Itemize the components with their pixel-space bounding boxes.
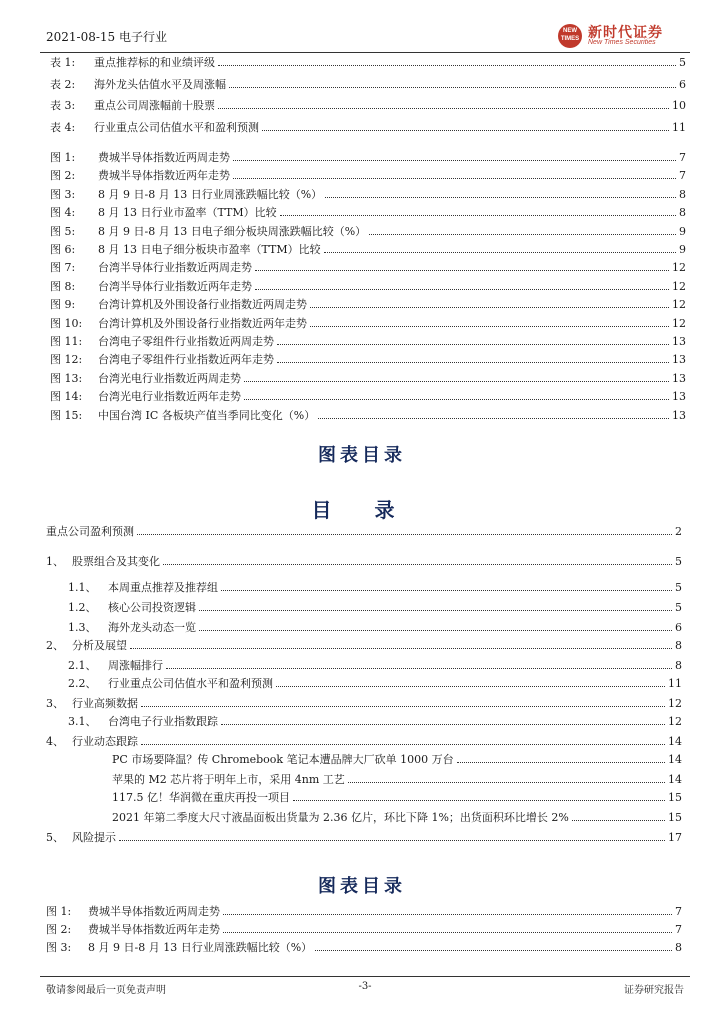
dot-leader — [223, 904, 672, 915]
dot-leader — [277, 352, 669, 363]
figure-toc-entry[interactable] — [50, 260, 686, 275]
table-entry-number: 表 1: — [50, 56, 76, 69]
section-toc-entry[interactable] — [46, 734, 682, 749]
section-entry-number: 4、 — [46, 735, 64, 748]
table-entry-number: 表 3: — [50, 99, 76, 112]
section-toc-entry[interactable] — [112, 772, 682, 787]
chart-toc-heading-1: 图表目录 — [318, 445, 406, 466]
figure-entry-page-number: 8 — [679, 187, 686, 201]
dot-leader — [130, 638, 672, 649]
figure-toc-entry[interactable] — [50, 352, 686, 367]
dot-leader — [141, 696, 665, 707]
figure-toc-entry[interactable] — [50, 242, 686, 257]
section-entry-title: 行业动态跟踪 — [72, 735, 138, 748]
footer-report-type: 证券研究报告 — [624, 985, 684, 996]
section-entry-number: 3.1、 — [68, 715, 97, 728]
section-entry-page-number: 17 — [668, 831, 682, 844]
section-entry-title: 核心公司投资逻辑 — [108, 601, 196, 614]
section-toc-entry[interactable] — [46, 638, 682, 653]
dot-leader — [262, 120, 669, 131]
dot-leader — [223, 922, 672, 933]
logo-mark-icon: NEW TIMES — [558, 24, 582, 48]
section-entry-number: 2.2、 — [68, 677, 97, 690]
section-toc-entry[interactable] — [112, 790, 682, 805]
dot-leader — [119, 830, 665, 841]
dot-leader — [369, 224, 676, 235]
figure-entry-number: 图 1: — [50, 151, 76, 164]
company-logo — [558, 22, 690, 50]
figure-toc-entry[interactable] — [46, 940, 682, 955]
section-entry-title: 行业高频数据 — [72, 697, 138, 710]
figure-entry-number: 图 13: — [50, 371, 83, 385]
section-toc-entry[interactable] — [68, 580, 682, 595]
table-entry-page-number: 11 — [672, 120, 686, 134]
section-toc-entry[interactable] — [46, 696, 682, 711]
figure-entry-page-number: 7 — [679, 151, 686, 164]
table-entry-page-number: 10 — [672, 99, 686, 112]
section-entry-title: 苹果的 M2 芯片将于明年上市，采用 4nm 工艺 — [112, 773, 345, 786]
logo-chinese-name: 新时代证券 — [588, 24, 663, 40]
table-toc-entry[interactable] — [50, 98, 686, 113]
section-entry-page-number: 5 — [675, 555, 682, 568]
dot-leader — [276, 676, 665, 687]
figure-entry-number: 图 3: — [46, 941, 72, 954]
dot-leader — [293, 790, 665, 801]
table-entry-number: 表 4: — [50, 120, 76, 134]
section-toc-entry[interactable] — [46, 554, 682, 569]
section-entry-page-number: 6 — [675, 621, 682, 634]
figure-entry-title: 8 月 9 日-8 月 13 日电子细分板块周涨跌幅比较（%） — [98, 224, 367, 238]
section-entry-page-number: 5 — [675, 601, 682, 614]
figure-entry-number: 图 10: — [50, 316, 83, 330]
section-entry-title: 风险提示 — [72, 831, 116, 844]
dot-leader — [141, 734, 665, 745]
footer-disclaimer-note: 敬请参阅最后一页免责声明 — [46, 985, 166, 996]
table-toc-entry[interactable] — [50, 120, 686, 135]
figure-entry-number: 图 5: — [50, 224, 76, 238]
figure-entry-number: 图 4: — [50, 206, 76, 220]
section-entry-number: 1、 — [46, 555, 64, 568]
figure-entry-page-number: 12 — [672, 261, 686, 275]
figure-entry-page-number: 9 — [679, 224, 686, 238]
figure-entry-number: 图 7: — [50, 261, 76, 275]
figure-toc-entry[interactable] — [50, 187, 686, 202]
figure-toc-entry[interactable] — [50, 316, 686, 331]
header-date-industry: 2021-08-15 电子行业 — [46, 30, 168, 44]
figure-entry-page-number: 13 — [672, 371, 686, 385]
section-entry-title: 行业重点公司估值水平和盈利预测 — [108, 677, 273, 690]
figure-entry-title: 台湾半导体行业指数近两周走势 — [98, 261, 252, 275]
section-entry-number: 1.1、 — [68, 581, 97, 594]
dot-leader — [218, 98, 669, 109]
section-entry-title: 117.5 亿！华润微在重庆再投一项目 — [112, 791, 290, 804]
section-toc-entry[interactable] — [68, 676, 682, 691]
table-entry-page-number: 5 — [679, 56, 686, 69]
section-entry-number: 1.3、 — [68, 621, 97, 634]
figure-toc-entry[interactable] — [50, 297, 686, 312]
figure-entry-page-number: 7 — [679, 169, 686, 183]
dot-leader — [163, 554, 672, 565]
figure-entry-page-number: 13 — [672, 353, 686, 367]
dot-leader — [457, 752, 665, 763]
figure-toc-entry[interactable] — [50, 389, 686, 404]
section-entry-page-number: 14 — [668, 735, 682, 748]
figure-entry-title: 8 月 9 日-8 月 13 日行业周涨跌幅比较（%） — [88, 941, 313, 954]
logo-english-name: New Times Securities — [588, 39, 656, 46]
section-toc-entry[interactable] — [68, 620, 682, 635]
figure-entry-page-number: 13 — [672, 408, 686, 422]
figure-entry-page-number: 7 — [675, 905, 682, 918]
dot-leader — [221, 714, 665, 725]
dot-leader — [310, 316, 669, 327]
figure-entry-title: 台湾光电行业指数近两年走势 — [98, 390, 241, 404]
figure-toc-entry[interactable] — [50, 408, 686, 423]
section-entry-number: 5、 — [46, 831, 64, 844]
section-entry-title: 周涨幅排行 — [108, 659, 163, 672]
figure-entry-title: 台湾计算机及外围设备行业指数近两周走势 — [98, 298, 307, 312]
figure-toc-entry[interactable] — [50, 224, 686, 239]
table-entry-title: 海外龙头估值水平及周涨幅 — [94, 77, 226, 91]
figure-toc-entry[interactable] — [50, 279, 686, 294]
dot-leader — [233, 168, 676, 179]
figure-entry-title: 费城半导体指数近两年走势 — [98, 169, 230, 183]
dot-leader — [199, 620, 672, 631]
contents-heading: 目 录 — [311, 498, 413, 522]
table-entry-title: 行业重点公司估值水平和盈利预测 — [94, 120, 259, 134]
dot-leader — [255, 279, 669, 290]
figure-entry-number: 图 8: — [50, 279, 76, 293]
figure-toc-entry[interactable] — [50, 334, 686, 349]
figure-entry-number: 图 12: — [50, 353, 83, 367]
table-entry-title: 重点推荐标的和业绩评级 — [94, 56, 215, 69]
figure-entry-number: 图 15: — [50, 408, 83, 422]
page-header — [40, 22, 690, 53]
figure-toc-entry[interactable] — [50, 371, 686, 386]
figure-toc-entry[interactable] — [46, 904, 682, 919]
dot-leader — [166, 658, 672, 669]
section-toc-entry[interactable] — [68, 658, 682, 673]
figure-entry-title: 台湾电子零组件行业指数近两周走势 — [98, 335, 274, 348]
section-entry-title: 股票组合及其变化 — [72, 555, 160, 568]
figure-toc-entry[interactable] — [50, 205, 686, 220]
section-entry-page-number: 12 — [668, 715, 682, 728]
dot-leader — [315, 940, 672, 951]
figure-entry-title: 8 月 13 日行业市盈率（TTM）比较 — [98, 206, 277, 220]
table-toc-entry[interactable] — [50, 77, 686, 92]
dot-leader — [318, 408, 669, 419]
figure-entry-page-number: 8 — [679, 206, 686, 220]
section-entry-title: 2021 年第二季度大尺寸液晶面板出货量为 2.36 亿片，环比下降 1%；出货面积环比增长 2% — [112, 811, 569, 824]
page-number: -3- — [358, 981, 372, 992]
section-entry-page-number: 15 — [668, 791, 682, 804]
figure-entry-number: 图 3: — [50, 187, 76, 201]
figure-entry-title: 费城半导体指数近两年走势 — [88, 923, 220, 936]
table-entry-page-number: 6 — [679, 77, 686, 91]
figure-entry-title: 费城半导体指数近两周走势 — [88, 905, 220, 918]
figure-entry-page-number: 13 — [672, 390, 686, 404]
figure-entry-number: 图 1: — [46, 905, 72, 918]
dot-leader — [348, 772, 665, 783]
table-toc-entry[interactable] — [50, 55, 686, 70]
section-entry-title: 分析及展望 — [72, 639, 127, 652]
figure-entry-number: 图 2: — [46, 923, 72, 936]
dot-leader — [244, 389, 669, 400]
section-entry-title: 海外龙头动态一览 — [108, 621, 196, 634]
section-entry-number: 2.1、 — [68, 659, 97, 672]
section-entry-number: 1.2、 — [68, 601, 97, 614]
dot-leader — [233, 150, 676, 161]
section-toc-entry[interactable] — [68, 600, 682, 615]
figure-entry-page-number: 12 — [672, 316, 686, 330]
figure-entry-page-number: 7 — [675, 923, 682, 936]
figure-entry-title: 台湾电子零组件行业指数近两年走势 — [98, 353, 274, 367]
dot-leader — [244, 371, 669, 382]
dot-leader — [218, 55, 676, 66]
section-entry-page-number: 8 — [675, 639, 682, 652]
figure-entry-page-number: 12 — [672, 279, 686, 293]
figure-toc-entry[interactable] — [46, 922, 682, 937]
section-entry-page-number: 2 — [675, 525, 682, 538]
dot-leader — [199, 600, 672, 611]
dot-leader — [572, 810, 665, 821]
figure-toc-entry[interactable] — [50, 150, 686, 165]
section-entry-number: 2、 — [46, 639, 64, 652]
figure-entry-title: 8 月 13 日电子细分板块市盈率（TTM）比较 — [98, 243, 321, 256]
section-entry-title: 重点公司盈利预测 — [46, 525, 134, 538]
section-entry-title: 本周重点推荐及推荐组 — [108, 581, 218, 594]
section-entry-title: PC 市场要降温？传 Chromebook 笔记本遭品牌大厂砍单 1000 万台 — [112, 753, 454, 766]
dot-leader — [325, 187, 676, 198]
section-entry-number: 3、 — [46, 697, 64, 710]
chart-toc-heading-2: 图表目录 — [318, 876, 406, 897]
figure-entry-title: 中国台湾 IC 各板块产值当季同比变化（%） — [98, 408, 316, 422]
dot-leader — [277, 334, 669, 345]
figure-entry-title: 台湾计算机及外围设备行业指数近两年走势 — [98, 316, 307, 330]
figure-entry-number: 图 9: — [50, 298, 76, 312]
section-entry-page-number: 8 — [675, 659, 682, 672]
page-footer — [40, 976, 690, 997]
section-entry-page-number: 14 — [668, 773, 682, 786]
section-entry-page-number: 15 — [668, 811, 682, 824]
section-entry-page-number: 11 — [668, 677, 682, 690]
figure-entry-title: 8 月 9 日-8 月 13 日行业周涨跌幅比较（%） — [98, 187, 323, 201]
figure-toc-entry[interactable] — [50, 168, 686, 183]
figure-entry-title: 费城半导体指数近两周走势 — [98, 151, 230, 164]
dot-leader — [255, 260, 669, 271]
dot-leader — [280, 205, 676, 216]
figure-entry-title: 台湾光电行业指数近两周走势 — [98, 371, 241, 385]
section-toc-entry[interactable] — [46, 524, 682, 539]
figure-entry-number: 图 6: — [50, 243, 76, 256]
section-toc-entry[interactable] — [68, 714, 682, 729]
figure-entry-page-number: 13 — [672, 335, 686, 348]
figure-entry-number: 图 11: — [50, 335, 83, 348]
dot-leader — [310, 297, 669, 308]
table-entry-title: 重点公司周涨幅前十股票 — [94, 99, 215, 112]
figure-entry-number: 图 14: — [50, 390, 83, 404]
section-toc-entry[interactable] — [112, 810, 682, 825]
dot-leader — [137, 524, 672, 535]
section-entry-page-number: 12 — [668, 697, 682, 710]
figure-entry-page-number: 8 — [675, 941, 682, 954]
table-entry-number: 表 2: — [50, 77, 76, 91]
section-entry-page-number: 14 — [668, 753, 682, 766]
figure-entry-page-number: 9 — [679, 243, 686, 256]
figure-entry-number: 图 2: — [50, 169, 76, 183]
dot-leader — [229, 77, 676, 88]
figure-entry-title: 台湾半导体行业指数近两年走势 — [98, 279, 252, 293]
figure-entry-page-number: 12 — [672, 298, 686, 312]
section-entry-title: 台湾电子行业指数跟踪 — [108, 715, 218, 728]
section-toc-entry[interactable] — [112, 752, 682, 767]
section-toc-entry[interactable] — [46, 830, 682, 845]
dot-leader — [221, 580, 672, 591]
section-entry-page-number: 5 — [675, 581, 682, 594]
dot-leader — [324, 242, 676, 253]
